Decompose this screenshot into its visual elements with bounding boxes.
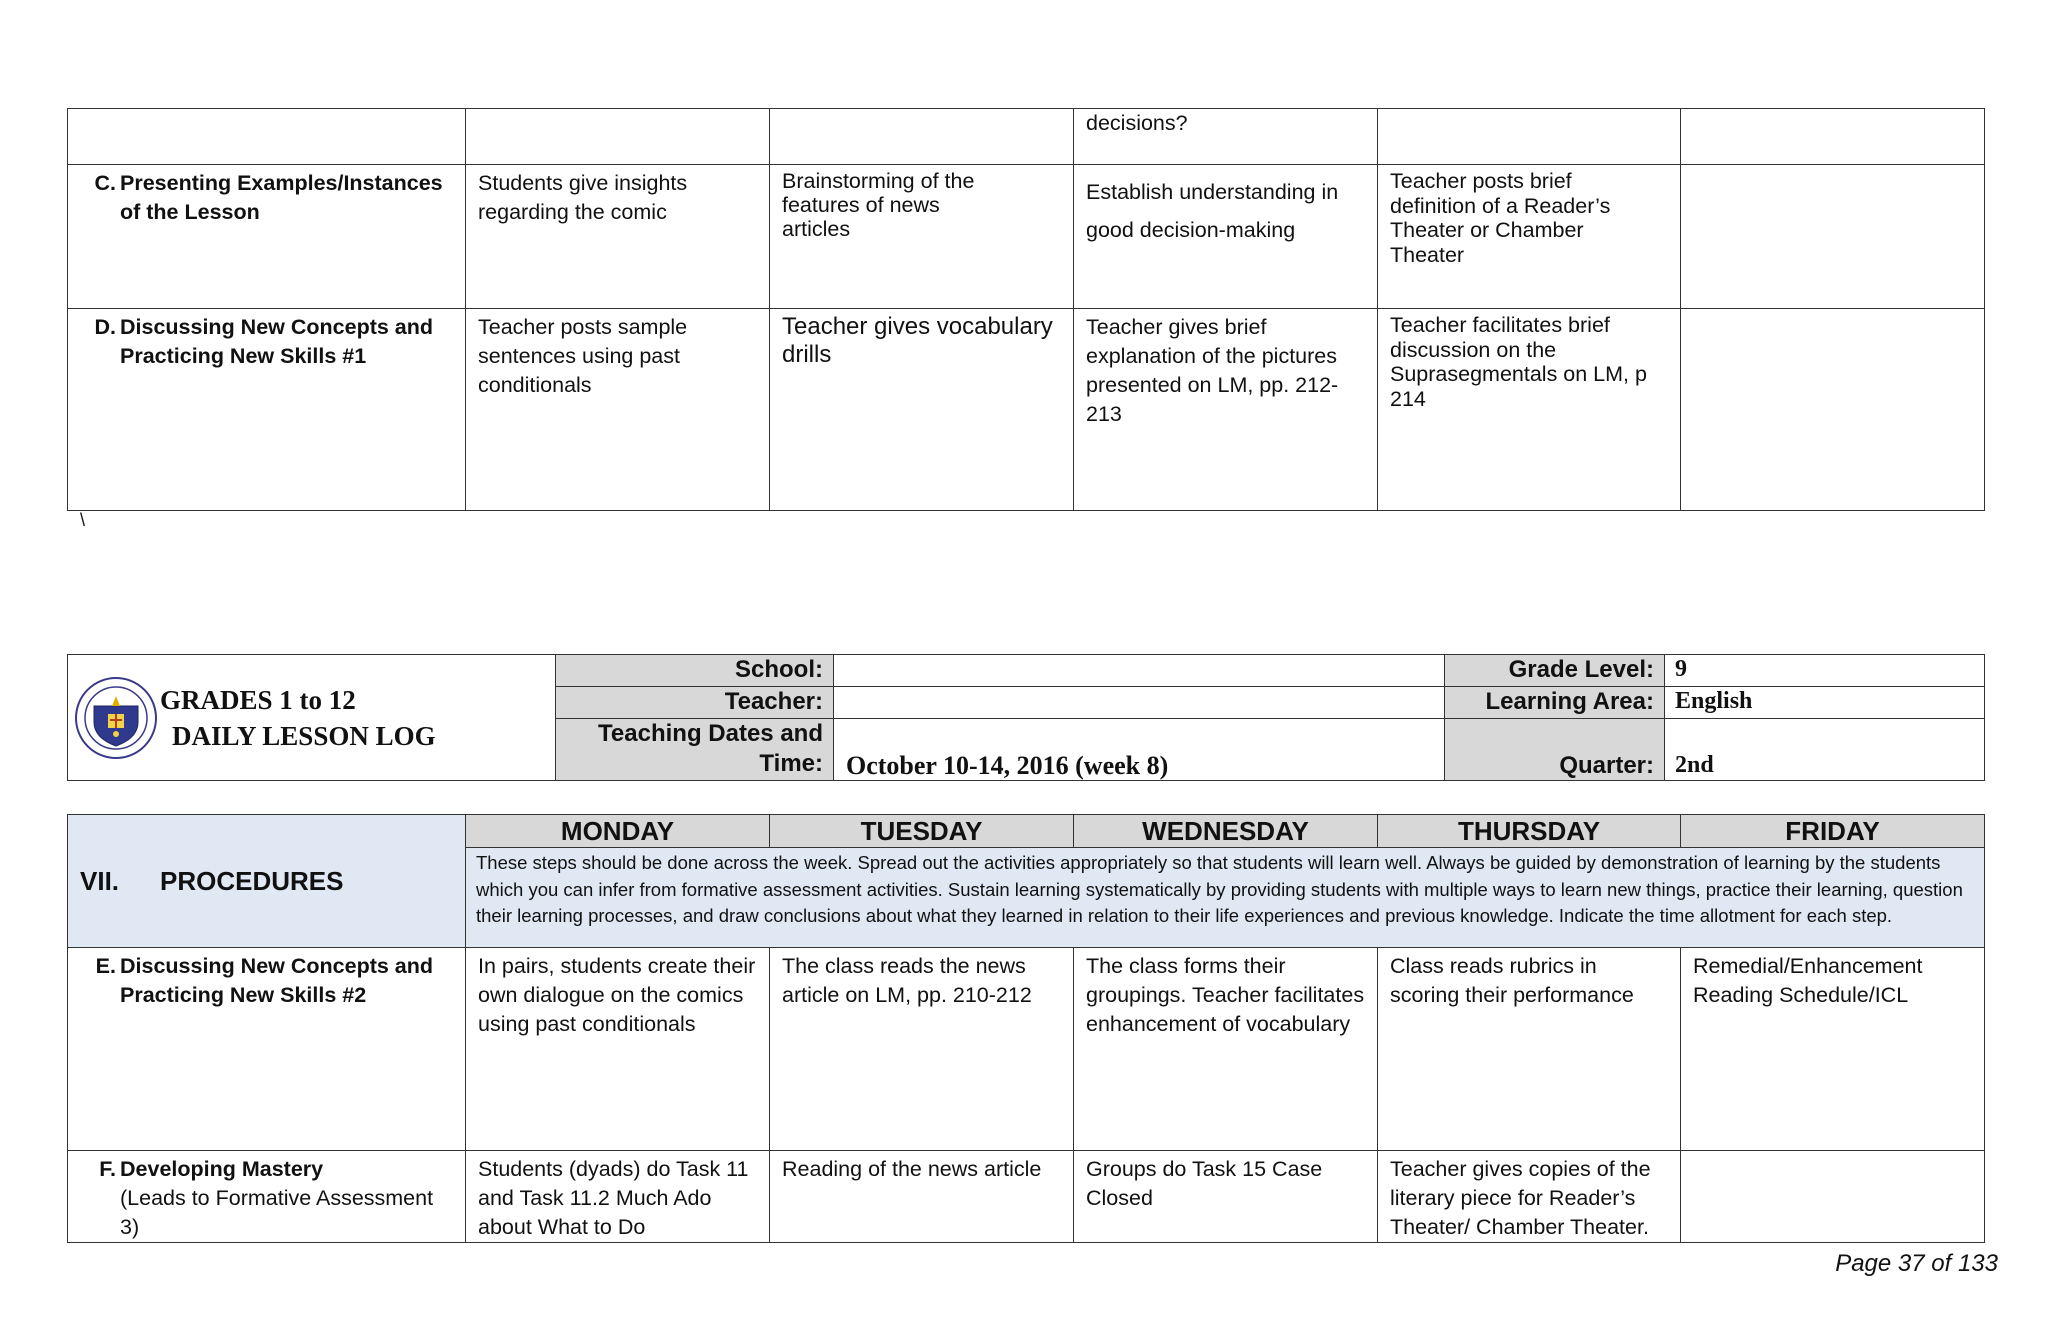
thursday-cell: Teacher posts brief definition of a Reader’s Theater or Chamber Theater bbox=[1378, 165, 1681, 309]
row-sublabel: (Leads to Formative Assessment 3) bbox=[120, 1186, 434, 1239]
procedures-instructions: These steps should be done across the week. Spread out the activities appropriately so that students will learn well. Always be guided by demonstration of learning by the students which you can infer from formative assessment activities. Sustain learning systematically by providing students with multiple ways to learn new things, practice their learning, question their learning processes, and draw conclusions about what they learned in relation to their life experiences and previous knowledge. Indicate the time allotment for each step. bbox=[466, 848, 1985, 948]
lesson-log-header bbox=[67, 654, 1985, 781]
monday-cell: Students give insights regarding the comic bbox=[466, 165, 770, 309]
quarter-value: 2nd bbox=[1665, 719, 1985, 781]
wednesday-cell: Groups do Task 15 Case Closed bbox=[1074, 1151, 1378, 1243]
procedures-table bbox=[67, 814, 1985, 1243]
table-row bbox=[68, 309, 1985, 511]
tuesday-cell: The class reads the news article on LM, pp. 210-212 bbox=[770, 948, 1074, 1151]
table-row bbox=[68, 1151, 1985, 1243]
quarter-label: Quarter: bbox=[1445, 719, 1665, 781]
row-letter: E. bbox=[95, 954, 116, 978]
monday-cell: Students (dyads) do Task 11 and Task 11.2 Much Ado about What to Do bbox=[466, 1151, 770, 1243]
row-label-cell bbox=[68, 165, 466, 309]
row-label: Discussing New Concepts and Practicing New Skills #2 bbox=[120, 954, 434, 1007]
row-label-cell bbox=[68, 1151, 466, 1243]
stray-mark: \ bbox=[80, 510, 86, 530]
teaching-dates-value: October 10-14, 2016 (week 8) bbox=[834, 719, 1445, 781]
grade-level-label: Grade Level: bbox=[1445, 655, 1665, 687]
row-label-cell bbox=[68, 948, 466, 1151]
logo-title-line2: DAILY LESSON LOG bbox=[172, 720, 436, 751]
learning-area-label: Learning Area: bbox=[1445, 687, 1665, 719]
thursday-cell: Teacher gives copies of the literary piece for Reader’s Theater/ Chamber Theater. bbox=[1378, 1151, 1681, 1243]
friday-cell: Remedial/Enhancement Reading Schedule/ICL bbox=[1681, 948, 1985, 1151]
school-value bbox=[834, 655, 1445, 687]
row-label-cell bbox=[68, 109, 466, 165]
teacher-value bbox=[834, 687, 1445, 719]
teaching-dates-label-line1: Teaching Dates and bbox=[598, 720, 823, 747]
procedures-heading-cell bbox=[68, 815, 466, 948]
thursday-cell: Teacher facilitates brief discussion on the Suprasegmentals on LM, p 214 bbox=[1378, 309, 1681, 511]
row-letter: F. bbox=[99, 1157, 116, 1181]
wednesday-cell: decisions? bbox=[1074, 109, 1378, 165]
table-row bbox=[68, 165, 1985, 309]
friday-cell bbox=[1681, 309, 1985, 511]
logo-cell bbox=[68, 655, 556, 781]
table-row bbox=[68, 948, 1985, 1151]
day-header-thursday: THURSDAY bbox=[1378, 815, 1681, 848]
row-letter: C. bbox=[94, 171, 116, 195]
tuesday-cell bbox=[770, 109, 1074, 165]
grade-level-value: 9 bbox=[1665, 655, 1985, 687]
thursday-cell: Class reads rubrics in scoring their performance bbox=[1378, 948, 1681, 1151]
section-number: VII. bbox=[80, 865, 120, 896]
row-label-cell bbox=[68, 309, 466, 511]
monday-cell: In pairs, students create their own dialogue on the comics using past conditionals bbox=[466, 948, 770, 1151]
logo-title-line1: GRADES 1 to 12 bbox=[160, 684, 356, 715]
teaching-dates-label-line2: Time: bbox=[759, 750, 823, 777]
wednesday-line-2: good decision-making bbox=[1086, 218, 1296, 242]
page-number: Page 37 of 133 bbox=[1835, 1250, 1998, 1277]
wednesday-line-1: Establish understanding in bbox=[1086, 180, 1339, 204]
table-row bbox=[68, 109, 1985, 165]
teaching-dates-label bbox=[556, 719, 834, 781]
row-letter: D. bbox=[94, 315, 116, 339]
monday-cell bbox=[466, 109, 770, 165]
wednesday-cell bbox=[1074, 165, 1378, 309]
school-label: School: bbox=[556, 655, 834, 687]
friday-cell bbox=[1681, 165, 1985, 309]
learning-area-value: English bbox=[1665, 687, 1985, 719]
deped-seal-icon bbox=[74, 676, 158, 760]
monday-cell: Teacher posts sample sentences using past conditionals bbox=[466, 309, 770, 511]
day-header-monday: MONDAY bbox=[466, 815, 770, 848]
top-lesson-table bbox=[67, 108, 1985, 511]
day-header-friday: FRIDAY bbox=[1681, 815, 1985, 848]
tuesday-cell: Brainstorming of the features of news articles bbox=[770, 165, 1074, 309]
wednesday-cell: The class forms their groupings. Teacher facilitates enhancement of vocabulary bbox=[1074, 948, 1378, 1151]
thursday-cell bbox=[1378, 109, 1681, 165]
tuesday-cell: Reading of the news article bbox=[770, 1151, 1074, 1243]
row-label: Developing Mastery bbox=[120, 1157, 324, 1181]
tuesday-cell: Teacher gives vocabulary drills bbox=[770, 309, 1074, 511]
friday-cell bbox=[1681, 1151, 1985, 1243]
row-label: Discussing New Concepts and Practicing New Skills #1 bbox=[120, 315, 434, 368]
friday-cell bbox=[1681, 109, 1985, 165]
section-title: PROCEDURES bbox=[160, 865, 344, 896]
row-label: Presenting Examples/Instances of the Lesson bbox=[120, 171, 443, 224]
day-header-wednesday: WEDNESDAY bbox=[1074, 815, 1378, 848]
wednesday-cell: Teacher gives brief explanation of the pictures presented on LM, pp. 212-213 bbox=[1074, 309, 1378, 511]
teacher-label: Teacher: bbox=[556, 687, 834, 719]
day-header-tuesday: TUESDAY bbox=[770, 815, 1074, 848]
